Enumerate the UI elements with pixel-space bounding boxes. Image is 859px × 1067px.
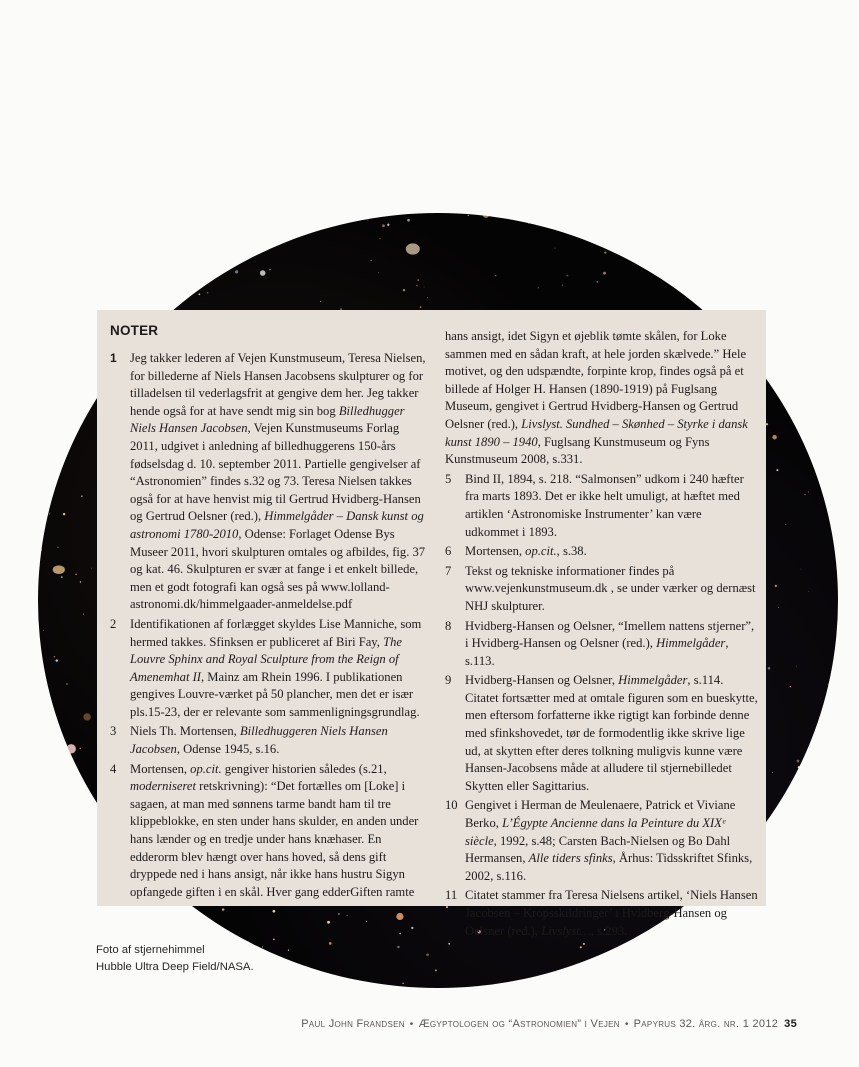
note-title-italic: Himmelgåder xyxy=(656,636,726,651)
star xyxy=(794,361,795,362)
star xyxy=(57,803,59,805)
footnote-item xyxy=(445,672,758,795)
star xyxy=(714,965,715,966)
star xyxy=(684,213,686,214)
footnote-number: 11 xyxy=(445,888,458,903)
star xyxy=(821,975,823,977)
footnote-text xyxy=(130,616,426,722)
note-text-run: Niels Th. Mortensen, xyxy=(130,724,240,739)
star xyxy=(620,983,630,988)
note-title-italic: moderniseret xyxy=(130,779,196,794)
star xyxy=(83,713,90,720)
star xyxy=(235,270,238,273)
star xyxy=(403,289,405,291)
note-title-italic: Livslyst… xyxy=(541,923,591,938)
footnote-item xyxy=(110,723,426,758)
note-text-run: , Århus: Tidsskriftet Sfinks, 2002, s.116. xyxy=(465,851,753,883)
star xyxy=(779,814,780,815)
star xyxy=(808,492,809,493)
star xyxy=(312,982,314,984)
star xyxy=(805,494,806,495)
star xyxy=(785,524,786,525)
star xyxy=(67,744,76,753)
star xyxy=(694,253,696,255)
star xyxy=(753,304,755,306)
star xyxy=(604,251,606,253)
caption-line-1: Foto af stjernehimmel xyxy=(96,944,205,956)
star xyxy=(427,297,428,298)
star xyxy=(694,266,696,268)
footnote-item xyxy=(445,618,758,671)
star xyxy=(483,213,490,218)
note-text-run: hans ansigt, idet Sigyn et øjeblik tømte skålen, for Loke sammen med en sådan kraft, at hele jorden skælvede.” Hele motivet, og den udspændte, forpinte krop, findes også på et billede af Holger H. Hansen (1890-1919) på Fuglsang Museum, gengivet i Gertrud Hvidberg-Hansen og Gertrud Oelsner (red.), xyxy=(445,329,747,431)
star xyxy=(88,297,89,298)
note-title-italic: L’Égypte Ancienne dans la Peinture du XIXᵉ siècle xyxy=(465,816,726,848)
star xyxy=(566,275,568,277)
star xyxy=(798,766,800,768)
star xyxy=(75,574,77,576)
notes-heading: NOTER xyxy=(110,323,159,338)
star xyxy=(67,882,68,883)
star xyxy=(151,243,153,245)
star xyxy=(435,969,437,971)
footer-article-title: Ægyptologen og “Astronomien” i Vejen xyxy=(418,1018,620,1030)
footnote-number: 2 xyxy=(110,616,117,631)
note-text-run: , s.293. xyxy=(590,923,628,938)
star xyxy=(382,224,385,227)
star xyxy=(710,278,711,279)
star xyxy=(117,235,119,237)
note-text-run: , Odense 1945, s.16. xyxy=(176,742,280,757)
star xyxy=(366,921,367,922)
note-text-run: , Vejen Kunstmuseums Forlag 2011, udgivet i anledning af billedhuggerens 150-års fødselsdag d. 10. september 2011. Partielle gengivelser af “Astronomien” findes s.32 og 73. Teresa Nielsen takkes også for at have henvist mig til Gertrud Hvidberg-Hansen og Gertrud Oelsner (red.), xyxy=(130,421,421,524)
note-text-run: retskrivning): “Det fortælles om [Loke] i sagaen, at man med sønnens tarme bandt ham til tre klippeblokke, en sten under hans skulder, en anden under hans lænder og en tredje under hans knæhaser. En edderorm blev hængt over hans hoved, så dens gift dryppede ned i hans ansigt, når ikke hans hustru Sigyn opfangede giften i en skål. Hver gang edderGiften ramte xyxy=(130,779,419,899)
star xyxy=(495,275,496,276)
footer-bullet: • xyxy=(624,1019,629,1030)
star xyxy=(56,659,58,661)
star xyxy=(778,607,779,608)
star xyxy=(766,423,768,425)
star xyxy=(39,549,42,552)
star xyxy=(803,965,805,967)
star xyxy=(61,576,63,578)
star xyxy=(555,248,556,249)
footnote-text xyxy=(130,350,426,614)
star xyxy=(40,862,42,864)
galaxy xyxy=(678,217,695,225)
star xyxy=(163,908,165,910)
star xyxy=(48,971,49,972)
star xyxy=(580,946,582,948)
star xyxy=(67,264,68,265)
star xyxy=(528,222,530,224)
star xyxy=(58,792,60,794)
footnote-number: 7 xyxy=(445,563,452,578)
footer-journal: Papyrus 32. årg. nr. 1 2012 xyxy=(633,1018,779,1030)
star xyxy=(85,402,86,403)
galaxy xyxy=(53,565,65,574)
star xyxy=(208,229,210,231)
star xyxy=(726,239,728,241)
footnote-text xyxy=(465,543,758,561)
star xyxy=(88,922,90,924)
star xyxy=(416,285,418,287)
note-text-run: Mortensen, xyxy=(465,544,526,559)
star xyxy=(583,943,585,945)
star xyxy=(796,666,797,667)
star xyxy=(828,683,830,685)
star xyxy=(468,215,469,216)
star xyxy=(207,292,209,294)
star xyxy=(83,614,84,615)
star xyxy=(621,213,623,214)
star xyxy=(260,270,266,276)
star xyxy=(804,892,805,893)
star xyxy=(43,630,44,631)
star xyxy=(758,916,761,919)
star xyxy=(829,758,830,759)
star xyxy=(728,288,730,290)
note-text-run: , s.38. xyxy=(556,544,587,559)
star xyxy=(338,913,340,915)
star xyxy=(776,469,778,471)
star xyxy=(378,272,379,273)
footnote-number: 9 xyxy=(445,673,452,688)
star xyxy=(77,363,79,365)
footnote-text xyxy=(465,797,758,885)
note-text-run: , 1992, s.48; Carsten Bach-Nielsen og Bo Dahl Hermansen, xyxy=(465,833,731,866)
star xyxy=(772,772,773,773)
star xyxy=(290,236,292,238)
star xyxy=(790,686,791,687)
star xyxy=(771,216,774,219)
star xyxy=(776,231,779,234)
star xyxy=(812,898,814,900)
star xyxy=(89,900,90,901)
note-text-run: Citatet stammer fra Teresa Nielsens artikel, ‘Niels Hansen Jacobsen – Kropsskildringer’ i Hvidberg-Hansen og Oelsner (red.), xyxy=(465,888,758,938)
star xyxy=(822,867,824,869)
star xyxy=(641,978,643,980)
star xyxy=(826,422,827,423)
star xyxy=(68,315,71,318)
notes-column-right xyxy=(445,328,758,942)
star xyxy=(90,854,91,855)
star xyxy=(397,946,399,948)
footnote-item xyxy=(110,761,426,902)
star xyxy=(81,496,82,497)
star xyxy=(424,287,425,288)
star xyxy=(263,231,272,240)
footnote-number: 3 xyxy=(110,724,117,739)
star xyxy=(159,983,161,985)
star xyxy=(201,917,204,920)
star xyxy=(269,269,270,270)
note-title-italic: op.cit. xyxy=(190,761,222,776)
notes-column-left xyxy=(110,322,426,903)
star xyxy=(420,306,421,307)
star xyxy=(402,983,404,985)
star xyxy=(63,332,65,334)
star xyxy=(79,748,81,750)
footnote-number: 10 xyxy=(445,798,458,813)
star xyxy=(407,219,410,222)
star xyxy=(121,925,123,927)
star xyxy=(794,954,796,956)
star xyxy=(368,220,369,221)
footnote-text xyxy=(465,672,758,795)
star xyxy=(772,313,774,315)
note-text-run: Identifikationen af forlægget skyldes Lise Manniche, som hermed takkes. Sfinksen er publiceret af Biri Fay, xyxy=(130,616,422,649)
running-footer xyxy=(301,1018,797,1030)
star xyxy=(555,976,557,978)
footnote-number: 4 xyxy=(110,761,117,776)
footer-bullet: • xyxy=(409,1019,414,1030)
note-title-italic: The Louvre Sphinx and Royal Sculpture from the Reign of Amenemhat II xyxy=(130,634,402,684)
galaxy xyxy=(189,217,197,222)
star xyxy=(806,928,808,930)
star xyxy=(726,981,729,984)
star xyxy=(57,547,58,548)
star xyxy=(341,980,343,982)
star xyxy=(145,273,149,277)
note-title-italic: Billedhuggeren Niels Hansen Jacobsen xyxy=(130,724,388,757)
star xyxy=(527,217,528,218)
star xyxy=(801,569,802,570)
star xyxy=(66,683,68,685)
footnote-item xyxy=(445,471,758,541)
page-number: 35 xyxy=(784,1018,797,1030)
star xyxy=(775,585,777,587)
footnote-number: 6 xyxy=(445,544,452,559)
footnote-text xyxy=(465,563,758,616)
footnote-text xyxy=(130,761,426,902)
star xyxy=(183,917,185,919)
star xyxy=(604,219,605,220)
star xyxy=(603,272,606,275)
star xyxy=(703,972,705,974)
note-text-run: , s.114. Citatet fortsætter med at omtale figuren som en bueskytte, men eftersom forfatterne ikke rigtigt kan forbinde denne med sfinkshovedet, tør de formodentlig ikke skrive lige ud, at skytten efter deres tolkning muligvis kunne være Hansen-Jacobsens måde at alludere til stjernebilledet Skytten eller Sagittarius. xyxy=(465,673,758,793)
footnote-item xyxy=(445,887,758,940)
note-text-run: Hvidberg-Hansen og Oelsner, “Imellem nattens stjerner”, i Hvidberg-Hansen og Oelsner (red.), xyxy=(465,618,755,651)
footnote-item xyxy=(445,797,758,885)
star xyxy=(417,279,419,281)
star xyxy=(538,287,539,288)
notes-panel xyxy=(97,310,766,938)
star xyxy=(83,297,84,298)
note-4-continuation xyxy=(445,328,758,469)
star xyxy=(273,910,276,913)
note-title-italic: op.cit. xyxy=(525,544,557,559)
star xyxy=(387,224,389,226)
footnote-text xyxy=(465,887,758,940)
star xyxy=(273,938,275,940)
star xyxy=(683,969,684,970)
footnote-text xyxy=(465,618,758,671)
note-title-italic: Livslyst. Sundhed – Skønhed – Styrke i dansk kunst 1890 – 1940 xyxy=(445,416,748,449)
star xyxy=(327,921,330,924)
star xyxy=(809,809,812,812)
star xyxy=(752,951,753,952)
note-title-italic: Billedhugger Niels Hansen Jacobsen xyxy=(130,403,405,436)
note-text-run: Gengivet i Herman de Meulenaere, Patrick et Viviane Berko, xyxy=(465,798,736,831)
star xyxy=(67,292,68,293)
star xyxy=(562,285,563,286)
star xyxy=(681,969,683,971)
note-text-run: , Mainz am Rhein 1996. I publikationen gengives Louvre-værket på 50 plancher, men det er især pls.15-23, der er relevante som sammenligningsgrundlag. xyxy=(130,669,420,719)
star xyxy=(721,958,723,960)
footnote-number: 8 xyxy=(445,618,452,633)
star xyxy=(371,260,372,261)
star xyxy=(797,760,800,763)
star xyxy=(557,214,558,215)
star xyxy=(40,240,42,242)
star xyxy=(52,302,53,303)
star xyxy=(115,243,116,244)
notes-list-left xyxy=(110,350,426,901)
star xyxy=(58,879,60,881)
footnote-text xyxy=(465,471,758,541)
star xyxy=(399,933,401,935)
star xyxy=(49,513,51,515)
image-caption xyxy=(96,942,396,976)
star xyxy=(834,384,836,386)
footnote-number: 5 xyxy=(445,471,452,486)
note-text-run: Hvidberg-Hansen og Oelsner, xyxy=(465,673,619,688)
star xyxy=(411,927,413,929)
star xyxy=(658,217,659,218)
star xyxy=(54,749,57,752)
caption-line-2: Hubble Ultra Deep Field/NASA. xyxy=(96,961,254,973)
star xyxy=(80,581,81,582)
star xyxy=(72,361,73,362)
footnote-item xyxy=(445,563,758,616)
note-title-italic: Himmelgåder – Dansk kunst og astronomi 1780-2010 xyxy=(130,509,424,541)
star xyxy=(117,247,119,249)
note-text-run: gengiver historien således (s.21, xyxy=(221,761,387,776)
note-title-italic: Himmelgåder xyxy=(618,673,688,688)
star xyxy=(219,255,220,256)
star xyxy=(174,263,176,265)
note-text-run: , Odense: Forlaget Odense Bys Museer 2011, hvori skulpturen omtales og afbildes, fig. 37 og kat. 46. Skulpturen er svær at fange i et enkelt billede, men et godt fotografi kan også ses på www.lolland-astronomi.dk/himmelgaader-anmeldelse.pdf xyxy=(130,526,426,612)
star xyxy=(426,953,429,956)
star xyxy=(396,913,403,920)
star xyxy=(168,281,171,284)
footer-author: Paul John Frandsen xyxy=(301,1018,405,1030)
note-text-run: Bind II, 1894, s. 218. “Salmonsen” udkom i 240 hæfter fra marts 1893. Det er ikke helt umuligt, at hæftet med artiklen ‘Astronomiske Instrumenter’ kan være udkommet i 1893. xyxy=(465,471,744,539)
star xyxy=(236,213,238,214)
star xyxy=(808,591,809,592)
star xyxy=(200,219,201,220)
star xyxy=(753,279,754,280)
footnote-item xyxy=(445,543,758,561)
star xyxy=(54,656,55,657)
footnote-item xyxy=(110,616,426,722)
star xyxy=(774,228,777,231)
star xyxy=(320,301,321,302)
footnote-number: 1 xyxy=(110,351,117,365)
star xyxy=(81,798,83,800)
notes-list-right xyxy=(445,471,758,940)
star xyxy=(91,568,92,569)
galaxy xyxy=(406,243,420,254)
star xyxy=(641,223,643,225)
star xyxy=(50,261,51,262)
star xyxy=(596,281,598,283)
star xyxy=(772,435,777,440)
star xyxy=(380,238,381,239)
galaxy xyxy=(804,238,814,246)
star xyxy=(222,908,224,910)
note-text-run: , Fuglsang Kunstmuseum og Fyns Kunstmuseum 2008, s.331. xyxy=(445,434,710,467)
star xyxy=(653,238,654,239)
note-text-run: Jeg takker lederen af Vejen Kunstmuseum, Teresa Nielsen, for billederne af Niels Hansen Jacobsens skulpturer og for tilladelsen til vederlagsfrit at gengive dem her. Jeg takker hende også for at have sendt mig sin bog xyxy=(130,351,426,418)
note-text-run: Mortensen, xyxy=(130,761,191,776)
footnote-item xyxy=(110,350,426,614)
star xyxy=(127,287,128,288)
star xyxy=(46,839,48,841)
star xyxy=(63,513,65,515)
star xyxy=(39,307,40,308)
note-text-run: , s.113. xyxy=(465,636,729,668)
star xyxy=(768,667,771,670)
star xyxy=(448,943,450,945)
star xyxy=(759,945,761,947)
note-title-italic: Alle tiders sfinks xyxy=(528,851,613,866)
star xyxy=(346,915,347,916)
star xyxy=(98,307,101,310)
footnote-text xyxy=(130,723,426,758)
note-text-run: Tekst og tekniske informationer findes på www.vejenkunstmuseum.dk , se under værker og dernæst NHJ skulpturer. xyxy=(465,563,756,613)
star xyxy=(199,293,201,295)
star xyxy=(79,224,80,225)
